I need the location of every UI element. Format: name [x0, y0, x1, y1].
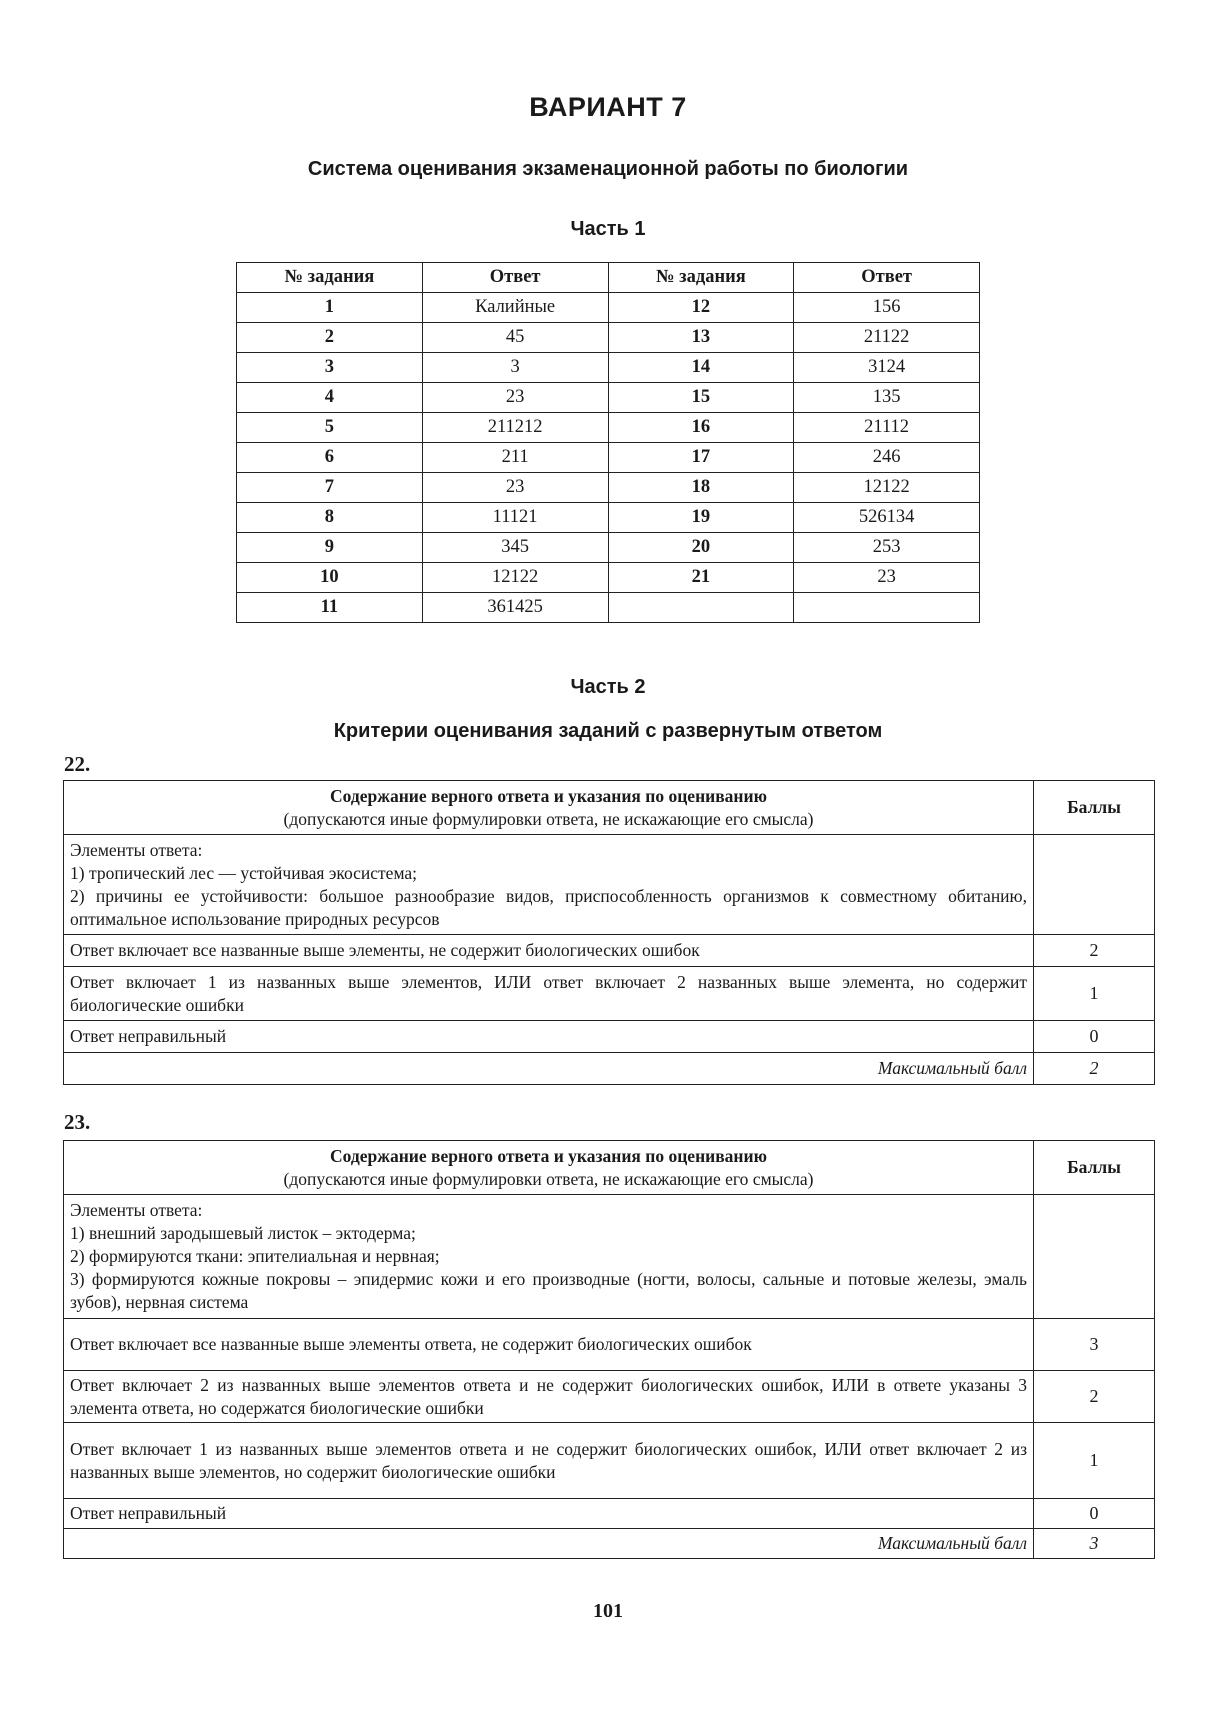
column-header: № задания — [237, 263, 423, 293]
answer-elements-row — [64, 835, 1155, 935]
task-number: 8 — [237, 503, 423, 533]
content-header-line1: Содержание верного ответа и указания по оцениванию — [330, 1145, 767, 1166]
task-number: 7 — [237, 473, 423, 503]
element-item: 1) внешний зародышевый листок – эктодерма; — [70, 1223, 416, 1243]
column-header: Ответ — [794, 263, 980, 293]
task-22-criteria-table — [63, 780, 1155, 1085]
task-answer: 526134 — [794, 503, 980, 533]
task-number: 15 — [608, 383, 794, 413]
element-item: 2) формируются ткани: эпителиальная и нервная; — [70, 1246, 440, 1266]
criterion-text: Ответ включает все названные выше элементы, не содержит биологических ошибок — [64, 935, 1034, 967]
criterion-text: Ответ включает 2 из названных выше элементов ответа и не содержит биологических ошибок, ИЛИ в ответе указаны 3 элемента ответа, но содержатся биологические ошибки — [64, 1371, 1034, 1423]
table-row — [237, 383, 980, 413]
answer-elements-row — [64, 1195, 1155, 1319]
task-answer: 246 — [794, 443, 980, 473]
criterion-row — [64, 967, 1155, 1021]
criterion-row — [64, 1319, 1155, 1371]
task-number: 6 — [237, 443, 423, 473]
task-answer: 211212 — [422, 413, 608, 443]
task-number: 5 — [237, 413, 423, 443]
content-header-line2: (допускаются иные формулировки ответа, не искажающие его смысла) — [283, 808, 814, 829]
table-row — [237, 323, 980, 353]
max-score-row — [64, 1053, 1155, 1085]
score-cell — [1034, 1195, 1155, 1319]
table-row — [237, 293, 980, 323]
answer-table — [236, 262, 980, 623]
task-answer: 23 — [422, 473, 608, 503]
table-row — [237, 443, 980, 473]
task-answer: 23 — [794, 563, 980, 593]
element-item: 3) формируются кожные покровы – эпидермис кожи и его производные (ногти, волосы, сальные и потовые железы, эмаль зубов), нервная система — [70, 1269, 1027, 1312]
table-row — [237, 413, 980, 443]
content-header — [64, 781, 1034, 835]
criteria-header-row — [64, 781, 1155, 835]
element-item: 2) причины ее устойчивости: большое разнообразие видов, приспособленность организмов к совместному обитанию, оптимальное использование природных ресурсов — [70, 885, 1027, 929]
page-title: ВАРИАНТ 7 — [529, 92, 687, 122]
task-22-number: 22. — [64, 752, 91, 776]
score-header: Баллы — [1034, 1141, 1155, 1195]
criterion-score: 2 — [1034, 1371, 1155, 1423]
criterion-score: 0 — [1034, 1499, 1155, 1529]
criterion-score: 3 — [1034, 1319, 1155, 1371]
criterion-score: 0 — [1034, 1021, 1155, 1053]
task-answer: 23 — [422, 383, 608, 413]
page-subtitle: Система оценивания экзаменационной работы по биологии — [307, 158, 909, 180]
task-number: 21 — [608, 563, 794, 593]
criterion-text: Ответ неправильный — [64, 1499, 1034, 1529]
criterion-score: 1 — [1034, 1423, 1155, 1499]
score-cell — [1034, 835, 1155, 935]
part1-heading: Часть 1 — [570, 218, 646, 240]
criterion-score: 1 — [1034, 967, 1155, 1021]
score-header: Баллы — [1034, 781, 1155, 835]
task-answer: Калийные — [422, 293, 608, 323]
answer-elements — [64, 835, 1034, 935]
task-number: 11 — [237, 593, 423, 623]
table-row — [237, 503, 980, 533]
task-answer: 45 — [422, 323, 608, 353]
task-number: 10 — [237, 563, 423, 593]
elements-label: Элементы ответа: — [70, 839, 203, 860]
column-header: Ответ — [422, 263, 608, 293]
criterion-score: 2 — [1034, 935, 1155, 967]
task-answer: 211 — [422, 443, 608, 473]
task-answer: 12122 — [422, 563, 608, 593]
task-number: 3 — [237, 353, 423, 383]
element-item: 1) тропический лес — устойчивая экосистема; — [70, 862, 418, 883]
criterion-text: Ответ включает 1 из названных выше элементов, ИЛИ ответ включает 2 названных выше элемента, но содержит биологические ошибки — [64, 967, 1034, 1021]
content-header-line2: (допускаются иные формулировки ответа, не искажающие его смысла) — [283, 1168, 814, 1189]
task-number: 17 — [608, 443, 794, 473]
task-23-criteria-table — [63, 1140, 1155, 1559]
task-23-number: 23. — [64, 1110, 91, 1134]
task-number — [608, 593, 794, 623]
task-answer: 3124 — [794, 353, 980, 383]
table-row — [237, 563, 980, 593]
table-row — [237, 533, 980, 563]
criteria-header-row — [64, 1141, 1155, 1195]
task-number: 4 — [237, 383, 423, 413]
task-answer: 12122 — [794, 473, 980, 503]
criteria-heading: Критерии оценивания заданий с развернутым ответом — [333, 720, 883, 742]
task-answer: 21122 — [794, 323, 980, 353]
task-answer: 361425 — [422, 593, 608, 623]
task-number: 13 — [608, 323, 794, 353]
task-answer: 135 — [794, 383, 980, 413]
task-number: 2 — [237, 323, 423, 353]
task-number: 14 — [608, 353, 794, 383]
task-number: 16 — [608, 413, 794, 443]
part2-heading: Часть 2 — [570, 676, 646, 698]
max-score-value: 2 — [1034, 1053, 1155, 1085]
task-number: 9 — [237, 533, 423, 563]
task-answer: 3 — [422, 353, 608, 383]
table-row — [237, 353, 980, 383]
column-header: № задания — [608, 263, 794, 293]
task-answer: 156 — [794, 293, 980, 323]
task-answer: 21112 — [794, 413, 980, 443]
task-number: 18 — [608, 473, 794, 503]
task-number: 19 — [608, 503, 794, 533]
task-answer: 253 — [794, 533, 980, 563]
content-header — [64, 1141, 1034, 1195]
task-number: 1 — [237, 293, 423, 323]
page-number: 101 — [593, 1600, 623, 1622]
criterion-row — [64, 1371, 1155, 1423]
criterion-row — [64, 1499, 1155, 1529]
criterion-text: Ответ неправильный — [64, 1021, 1034, 1053]
max-score-label: Максимальный балл — [64, 1529, 1034, 1559]
task-answer: 345 — [422, 533, 608, 563]
criterion-text: Ответ включает 1 из названных выше элементов ответа и не содержит биологических ошибок, ИЛИ ответ включает 2 из названных выше элементов, но содержит биологические ошибки — [64, 1423, 1034, 1499]
criterion-row — [64, 1021, 1155, 1053]
max-score-row — [64, 1529, 1155, 1559]
elements-label: Элементы ответа: — [70, 1200, 203, 1220]
answer-table-header — [237, 263, 980, 293]
task-number: 20 — [608, 533, 794, 563]
table-row — [237, 473, 980, 503]
task-answer — [794, 593, 980, 623]
answer-elements — [64, 1195, 1034, 1319]
criterion-text: Ответ включает все названные выше элементы ответа, не содержит биологических ошибок — [64, 1319, 1034, 1371]
criterion-row — [64, 1423, 1155, 1499]
max-score-label: Максимальный балл — [64, 1053, 1034, 1085]
task-number: 12 — [608, 293, 794, 323]
max-score-value: 3 — [1034, 1529, 1155, 1559]
criterion-row — [64, 935, 1155, 967]
table-row — [237, 593, 980, 623]
task-answer: 11121 — [422, 503, 608, 533]
content-header-line1: Содержание верного ответа и указания по оцениванию — [330, 785, 767, 806]
